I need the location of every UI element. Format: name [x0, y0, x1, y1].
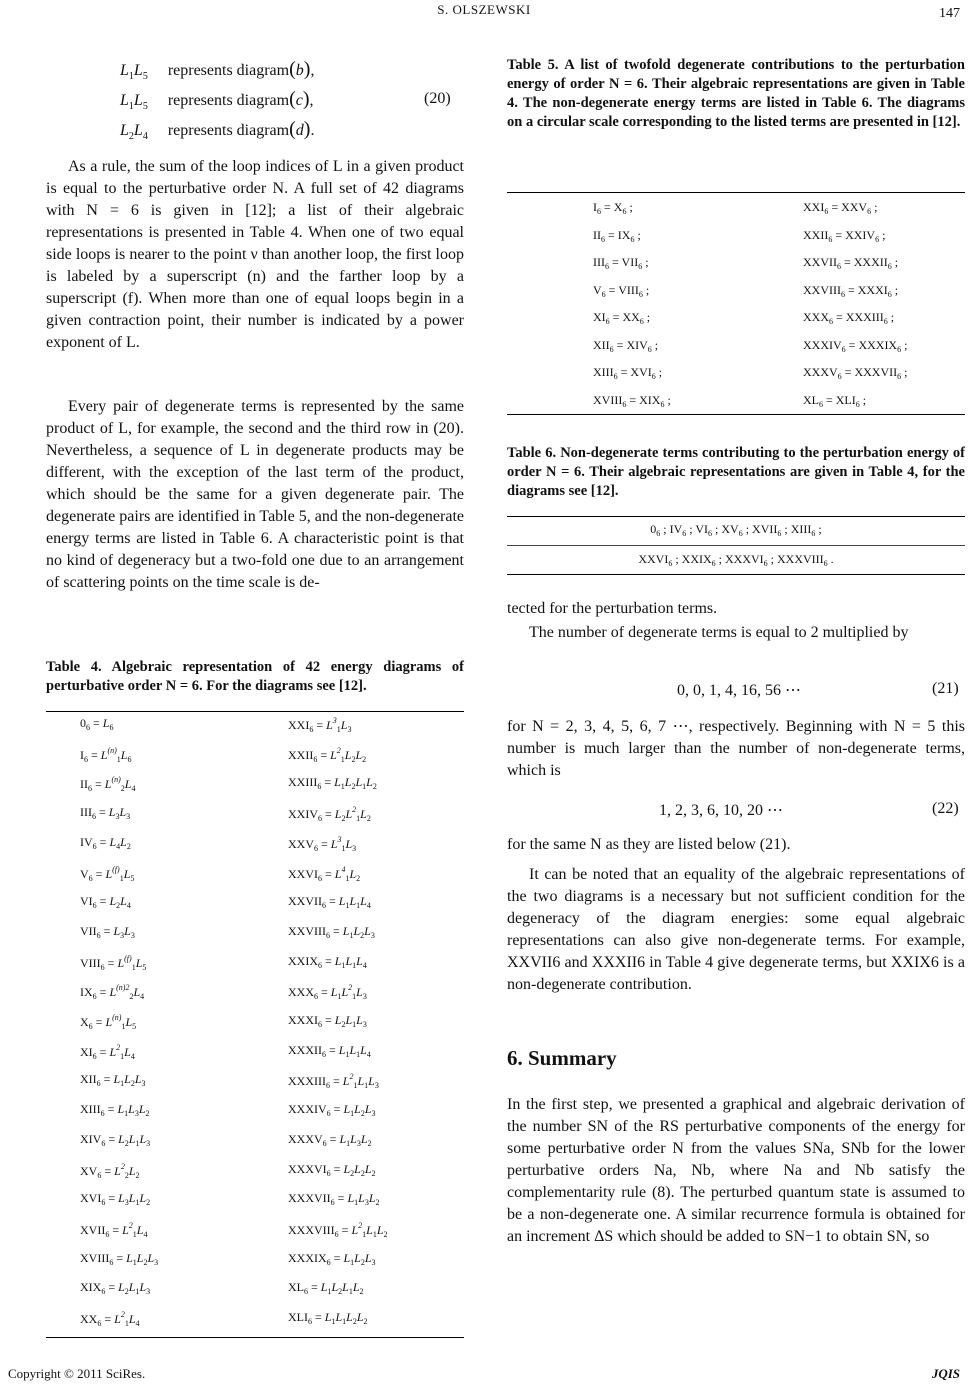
- table4-entry: $0_6 = L_6$: [80, 716, 114, 732]
- table4-entry: $X_6 = L^{(n)}_1L_5$: [80, 1013, 137, 1031]
- table4-entry: $II_6 = L^{(n)}_2L_4$: [80, 775, 136, 794]
- summary-paragraph-block: [507, 1094, 965, 1248]
- table4-entry: $XXVII_6 = L_1L_1L_4$: [288, 894, 371, 911]
- table6-top-rule: [507, 516, 965, 517]
- table5-entry-right: $XXI_6 = XXV_6$ ;: [803, 200, 878, 216]
- left-paragraph-1-block: [46, 156, 464, 354]
- table4-entry: $XV_6 = L^2_2L_2$: [80, 1161, 140, 1180]
- table4-entry: $XVI_6 = L_3L_1L_2$: [80, 1191, 151, 1208]
- table4-entry: $XXIII_6 = L_1L_2L_1L_2$: [288, 775, 377, 792]
- table4-entry: $XXII_6 = L^2_1L_2L_2$: [288, 745, 367, 764]
- table4-entry: $XLI_6 = L_1L_1L_2L_2$: [288, 1310, 368, 1326]
- table6-caption-block: [507, 444, 965, 501]
- table4-entry: $XXXVI_6 = L_2L_2L_2$: [288, 1161, 376, 1178]
- summary-paragraph: In the first step, we presented a graphical and algebraic derivation of the number SN of the RS perturbative components of the energy for some perturbative order N from the values SNa, SNb for the lower perturbative orders Na, Nb, where Na and Nb satisfy the complementarity rule (8). The perturbed quantum state is assumed to be a non-degenerate one. A similar recurrence formula is obtained for an increment ΔS which should be added to SN−1 to obtain SN, so: [507, 1096, 965, 1245]
- table5-entry-right: $XXXV_6$ = $XXXVII_6$ ;: [803, 365, 908, 381]
- table5-entry-left: $XI_6 = XX_6$ ;: [593, 310, 651, 326]
- table4-entry: $XI_6 = L^2_1L_4$: [80, 1042, 135, 1061]
- equation-22: 1, 2, 3, 6, 10, 20 ⋯: [659, 802, 783, 819]
- table4-entry: $XVII_6 = L^2_1L_4$: [80, 1220, 148, 1239]
- table4-entry: $XXXIII_6 = L^2_1L_1L_3$: [288, 1072, 379, 1091]
- table4-entry: $XII_6 = L_1L_2L_3$: [80, 1072, 146, 1089]
- right-paragraph-3-block: [507, 716, 965, 782]
- right-paragraph-1: tected for the perturbation terms.: [507, 600, 718, 617]
- table4-entry: $XXX_6 = L_1L^2_1L_3$: [288, 983, 367, 1002]
- table5-entry-left: $I_6 = X_6$ ;: [593, 200, 633, 216]
- footer-journal: JQIS: [931, 1366, 960, 1381]
- table5-entry-left: $XVIII_6 = XIX_6$ ;: [593, 392, 671, 409]
- table4-entry: $XXXV_6 = L_1L_3L_2$: [288, 1131, 372, 1148]
- table4-entry: $XXXVII_6 = L_1L_3L_2$: [288, 1191, 380, 1208]
- right-paragraph-4-block: [507, 834, 965, 856]
- right-paragraph-2: The number of degenerate terms is equal to 2 multiplied by: [529, 624, 909, 641]
- section-heading: 6. Summary: [507, 1046, 617, 1070]
- right-paragraph-5: It can be noted that an equality of the algebraic representations of the two diagrams is a necessary but not sufficient condition for the degeneracy of the diagram energies: some equal algebraic representations can also give non-degenerate terms. For example, XXVII6 and XXXII6 in Table 4 give degenerate terms, but XXIX6 is a non-degenerate contribution.: [507, 866, 965, 993]
- right-paragraph-3: for N = 2, 3, 4, 5, 6, 7 ⋯, respectively. Beginning with N = 5 this number is much larger than the number of non-degenerate terms, which is: [507, 718, 965, 779]
- left-paragraph-1: As a rule, the sum of the loop indices of L in a given product is equal to the perturbative order N. A full set of 42 diagrams with N = 6 is given in [12]; a list of their algebraic representations is presented in Table 4. When one of two equal side loops is nearer to the point ν than another loop, the first loop is labeled by a superscript (n) and the farther loop by a superscript (f). When more than one of equal loops begin in a given contraction point, their number is indicated by a power exponent of L.: [46, 158, 464, 351]
- table4-entry: $XXXI_6 = L_2L_1L_3$: [288, 1013, 367, 1029]
- table4-entry: $XXXIX_6 = L_1L_2L_3$: [288, 1250, 376, 1267]
- equation-20-row: $L_1L_5$ represents diagram(b),: [120, 58, 315, 82]
- table5-entry-right: $XXX_6$ = $XXXIII_6$ ;: [803, 310, 895, 326]
- right-paragraph-5-block: [507, 864, 965, 996]
- table4-entry: $XXIV_6 = L_2L^2_1L_2$: [288, 805, 371, 824]
- table4-entry: $III_6 = L_3L_3$: [80, 805, 131, 822]
- right-paragraph-4: for the same N as they are listed below (21).: [507, 836, 791, 853]
- table5-entry-left: $II_6 = IX_6$ ;: [593, 227, 641, 244]
- right-paragraph-1-block: [507, 598, 965, 620]
- table4-entry: $VIII_6 = L^{(f)}_1L_5$: [80, 953, 147, 972]
- table5-entry-right: $XXII_6$ = $XXIV_6$ ;: [803, 227, 886, 244]
- table4-caption: Table 4. Algebraic representation of 42 energy diagrams of perturbative order N = 6. For the diagrams see [12].: [46, 659, 464, 694]
- equation-21: 0, 0, 1, 4, 16, 56 ⋯: [677, 682, 801, 699]
- equation-20-row: $L_1L_5$ represents diagram(c),: [120, 88, 314, 112]
- table4-entry: $XXV_6 = L^3_1L_3$: [288, 834, 357, 853]
- table4-bottom-rule: [46, 1337, 464, 1338]
- table4-entry: $XL_6 = L_1L_2L_1L_2$: [288, 1280, 364, 1297]
- table4-caption-block: [46, 658, 464, 696]
- footer-copyright: Copyright © 2011 SciRes.: [8, 1366, 146, 1381]
- table5-entry-left: $XIII_6 = XVI_6$ ;: [593, 365, 663, 381]
- table5-entry-right: $XXVII_6$ = $XXXII_6$ ;: [803, 255, 899, 271]
- right-paragraph-2-block: [507, 622, 965, 644]
- running-header-author: S. OLSZEWSKI: [437, 2, 531, 17]
- table4-entry: $XIX_6 = L_2L_1L_3$: [80, 1280, 151, 1297]
- table4-entry: $I_6 = L^{(n)}_1L_6$: [80, 745, 132, 764]
- table4-entry: $V_6 = L^{(f)}_1L_5$: [80, 864, 135, 883]
- table5-entry-left: $V_6$ = $VIII_6$ ;: [593, 282, 650, 299]
- table4-entry: $VII_6 = L_3L_3$: [80, 923, 135, 940]
- table5-bottom-rule: [507, 414, 965, 415]
- table4-entry: $XXXIV_6 = L_1L_2L_3$: [288, 1102, 376, 1119]
- table4-entry: $IX_6 = L^{(n)2}_2L_4$: [80, 983, 145, 1002]
- table4-entry: $XX_6 = L^2_1L_4$: [80, 1310, 140, 1328]
- equation-20-number: (20): [424, 90, 451, 107]
- equation-21-number: (21): [932, 680, 959, 697]
- table5-entry-right: $XL_6 = XLI_6$ ;: [803, 392, 867, 409]
- table4-top-rule: [46, 711, 464, 712]
- table6-row-1: $0_6$ ; $IV_6$ ; $VI_6$ ; $XV_6$ ; $XVII_6$ ; $XIII_6$ ;: [650, 522, 822, 538]
- table4-entry: $IV_6 = L_4L_2$: [80, 834, 131, 851]
- table4-entry: $VI_6 = L_2L_4$: [80, 894, 131, 911]
- table5-caption-block: [507, 56, 965, 132]
- table4-entry: $XXIX_6 = L_1L_1L_4$: [288, 953, 367, 970]
- equation-20-row: $L_2L_4$ represents diagram(d).: [120, 118, 315, 142]
- table5-top-rule: [507, 192, 965, 193]
- table4-entry: $XXI_6 = L^3_1L_3$: [288, 716, 352, 734]
- table4-entry: $XXXII_6 = L_1L_1L_4$: [288, 1042, 371, 1059]
- table4-entry: $XIV_6 = L_2L_1L_3$: [80, 1131, 151, 1148]
- table4-entry: $XXVI_6 = L^4_1L_2$: [288, 864, 361, 883]
- table6-caption: Table 6. Non-degenerate terms contributing to the perturbation energy of order N = 6. Their algebraic representations are given in Table 4, for the diagrams see [12].: [507, 445, 965, 499]
- table4-entry: $XXVIII_6 = L_1L_2L_3$: [288, 923, 375, 940]
- equation-22-number: (22): [932, 800, 959, 817]
- table6-bottom-rule: [507, 574, 965, 575]
- table5-caption: Table 5. A list of twofold degenerate contributions to the perturbation energy of order N = 6. Their algebraic representations are given in Table 4. The non-degenerate energy terms are listed in Table 6. The diagrams on a circular scale corresponding to the listed terms are presented in [12].: [507, 57, 965, 130]
- table5-entry-right: $XXXIV_6$ = $XXXIX_6$ ;: [803, 337, 908, 354]
- table5-entry-left: $XII_6 = XIV_6$ ;: [593, 337, 659, 354]
- page-number: 147: [939, 6, 960, 21]
- table6-mid-rule: [507, 545, 965, 546]
- table6-row-2: $XXVI_6$ ; $XXIX_6$ ; $XXXVI_6$ ; $XXXVIII_6$ .: [638, 552, 834, 568]
- table5-entry-left: $III_6 = VII_6$ ;: [593, 255, 649, 271]
- table4-entry: $XXXVIII_6 = L^2_1L_1L_2$: [288, 1220, 388, 1239]
- left-paragraph-2: Every pair of degenerate terms is represented by the same product of L, for example, the second and the third row in (20). Nevertheless, a sequence of L in degenerate products may be different, with the exception of the last term of the product, which should be the same for a given degenerate pair. The degenerate pairs are identified in Table 5, and the non-degenerate energy terms are listed in Table 6. A characteristic point is that no kind of degeneracy but a two-fold one due to an arrangement of scattering points on the time scale is de-: [46, 398, 464, 591]
- table4-entry: $XVIII_6 = L_1L_2L_3$: [80, 1250, 159, 1267]
- left-paragraph-2-block: [46, 396, 464, 594]
- table5-entry-right: $XXVIII_6$ = $XXXI_6$ ;: [803, 282, 899, 299]
- table4-entry: $XIII_6 = L_1L_3L_2$: [80, 1102, 150, 1119]
